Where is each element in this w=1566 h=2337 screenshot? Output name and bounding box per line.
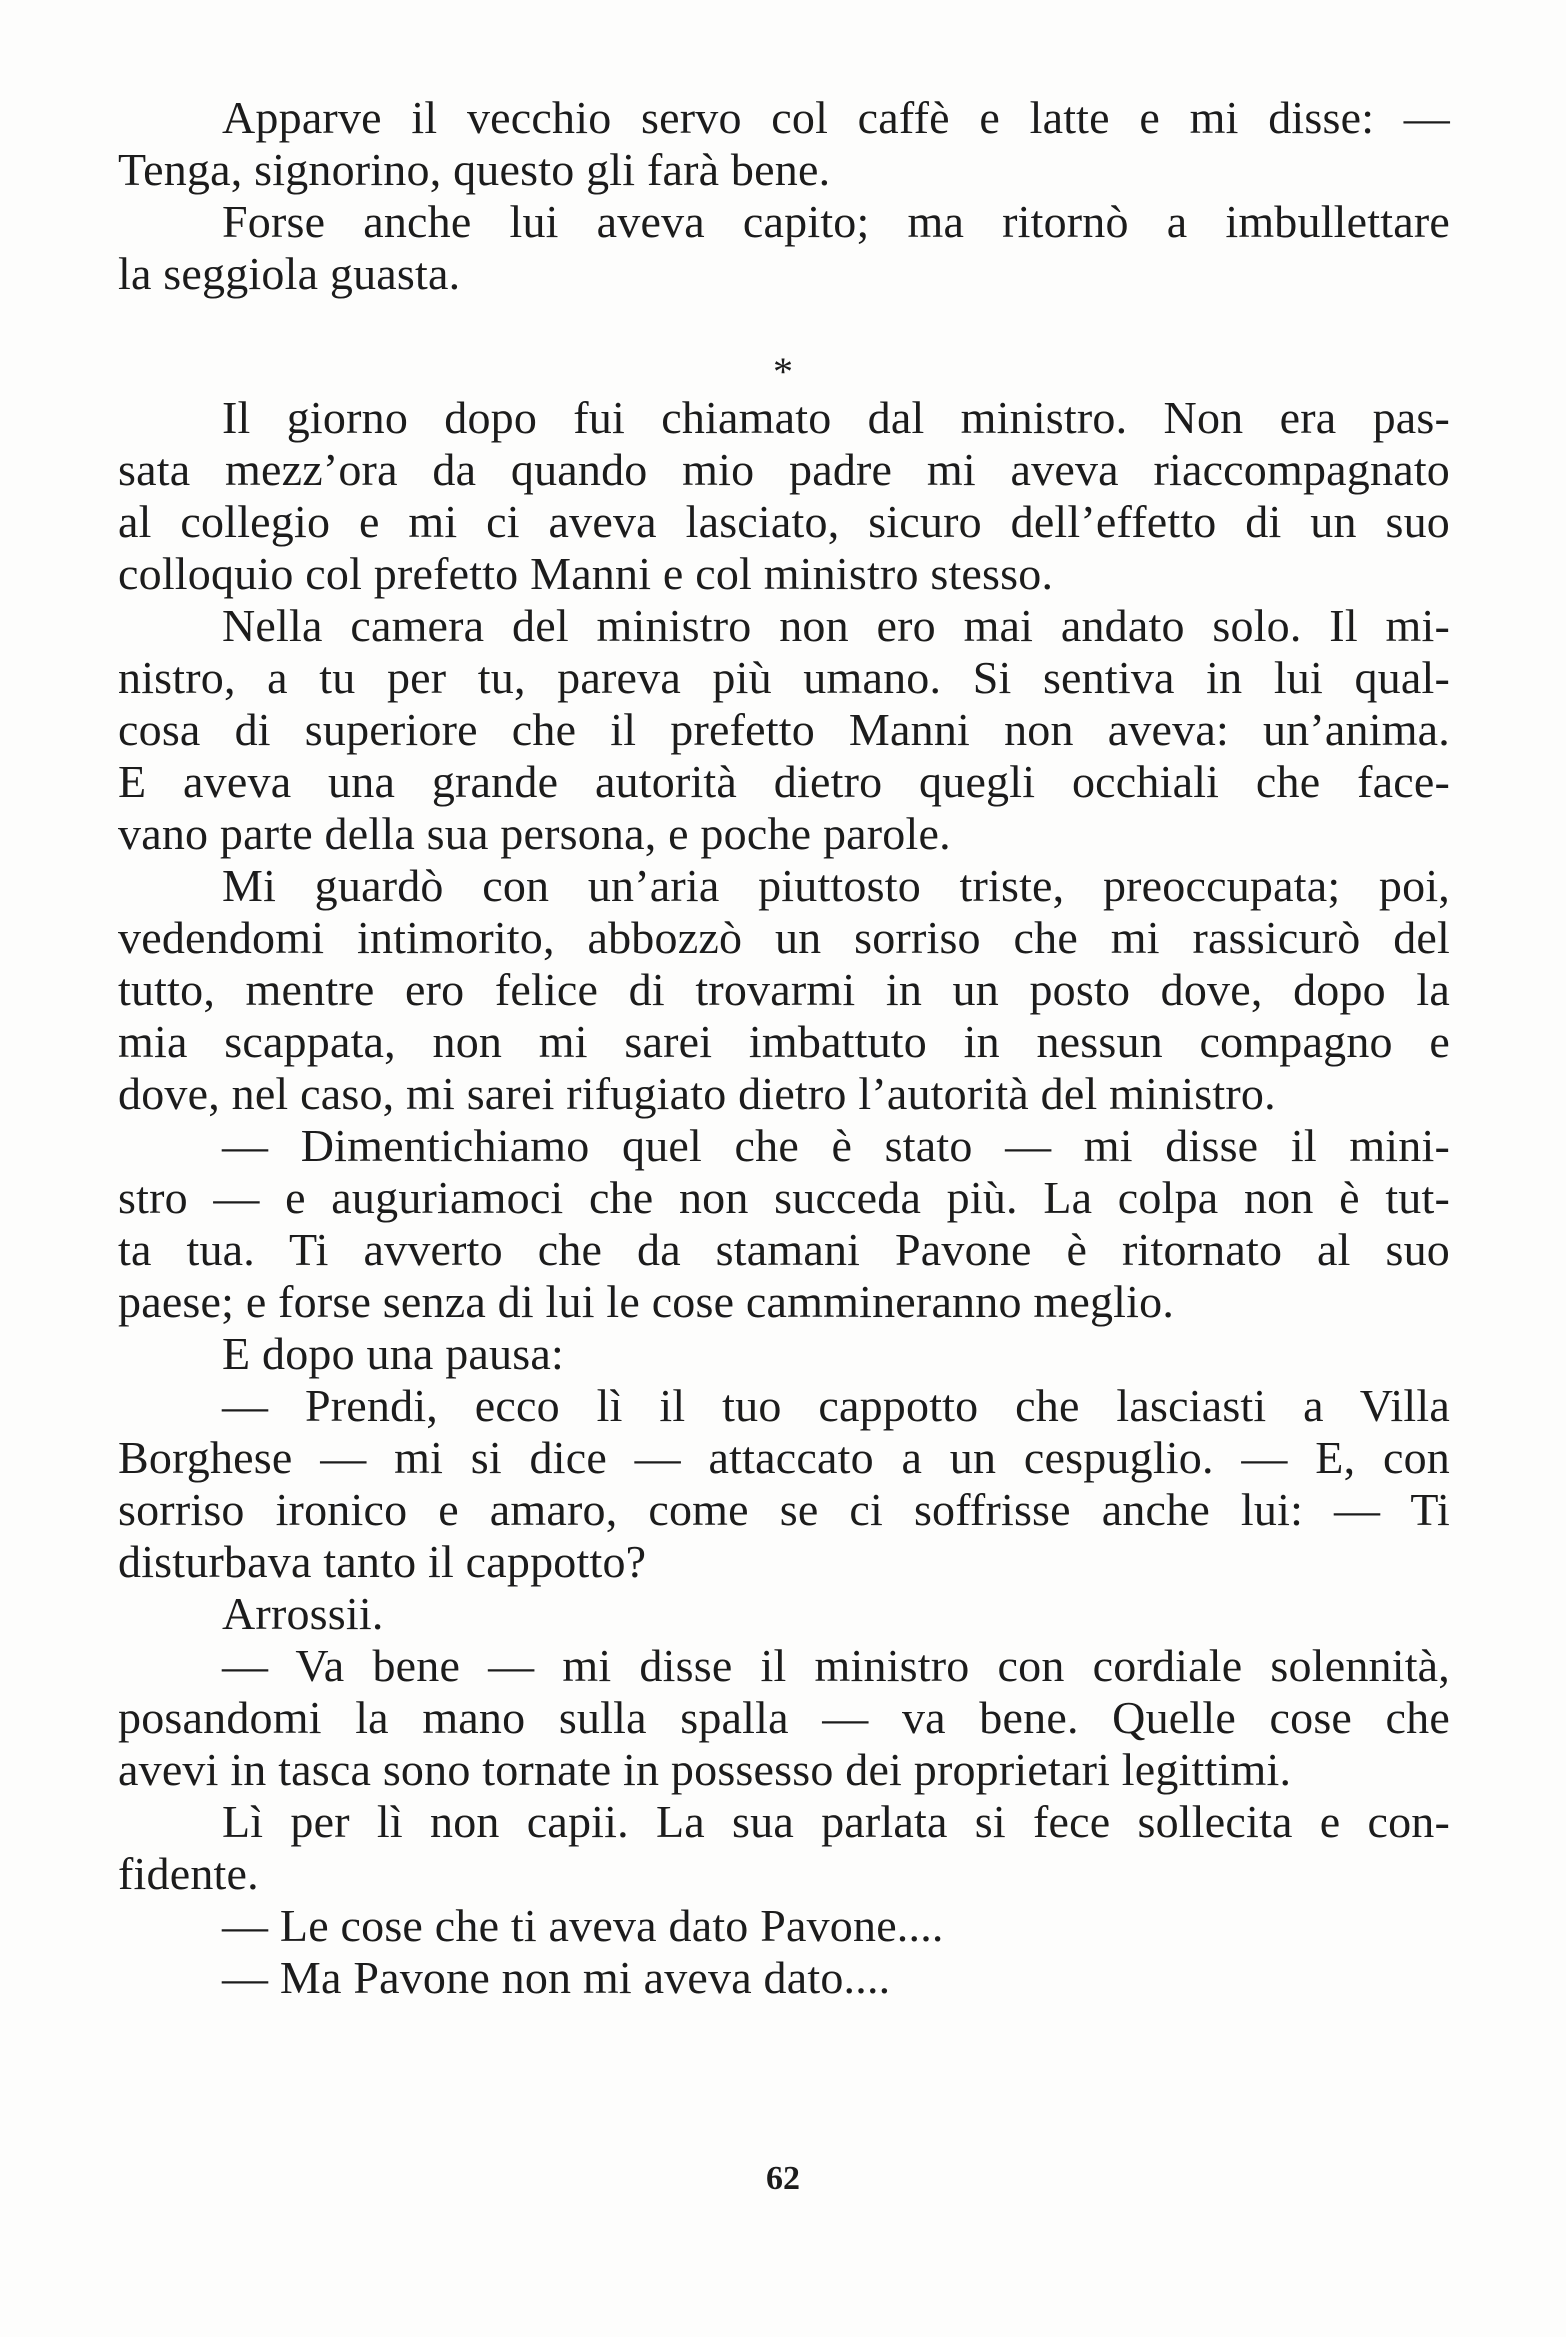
text-line: paese; e forse senza di lui le cose cammineranno meglio. — [118, 1276, 1175, 1327]
text-line: — Ma Pavone non mi aveva dato.... — [222, 1952, 891, 2003]
text-line: Arrossii. — [222, 1588, 384, 1639]
text-line: al collegio e mi ci aveva lasciato, sicuro dell’effetto di un suo — [118, 496, 1450, 547]
text-line: disturbava tanto il cappotto? — [118, 1536, 647, 1587]
text-line: — Prendi, ecco lì il tuo cappotto che lasciasti a Villa — [222, 1380, 1450, 1431]
text-line: — Va bene — mi disse il ministro con cordiale solennità, — [222, 1640, 1450, 1691]
text-line: Apparve il vecchio servo col caffè e latte e mi disse: — — [222, 92, 1450, 143]
text-line: Il giorno dopo fui chiamato dal ministro. Non era pas- — [222, 392, 1450, 443]
text-line: sata mezz’ora da quando mio padre mi aveva riaccompagnato — [118, 444, 1450, 495]
text-line: — Dimentichiamo quel che è stato — mi disse il mini- — [222, 1120, 1450, 1171]
text-line: fidente. — [118, 1848, 259, 1899]
section-separator: * — [773, 349, 793, 394]
text-line: avevi in tasca sono tornate in possesso dei proprietari legittimi. — [118, 1744, 1292, 1795]
text-line: vano parte della sua persona, e poche parole. — [118, 808, 951, 859]
text-line: Nella camera del ministro non ero mai andato solo. Il mi- — [222, 600, 1450, 651]
text-line: E aveva una grande autorità dietro quegli occhiali che face- — [118, 756, 1450, 807]
text-line: Forse anche lui aveva capito; ma ritornò a imbullettare — [222, 196, 1450, 247]
text-line: nistro, a tu per tu, pareva più umano. Si sentiva in lui qual- — [118, 652, 1450, 703]
text-line: E dopo una pausa: — [222, 1328, 564, 1379]
text-line: posandomi la mano sulla spalla — va bene. Quelle cose che — [118, 1692, 1450, 1743]
text-line: ta tua. Ti avverto che da stamani Pavone è ritornato al suo — [118, 1224, 1450, 1275]
text-line: sorriso ironico e amaro, come se ci soffrisse anche lui: — Ti — [118, 1484, 1450, 1535]
text-line: Borghese — mi si dice — attaccato a un cespuglio. — E, con — [118, 1432, 1450, 1483]
text-line: tutto, mentre ero felice di trovarmi in un posto dove, dopo la — [118, 964, 1450, 1015]
text-line: — Le cose che ti aveva dato Pavone.... — [222, 1900, 944, 1951]
text-line: dove, nel caso, mi sarei rifugiato dietro l’autorità del ministro. — [118, 1068, 1276, 1119]
page-number: 62 — [766, 2160, 800, 2197]
text-line: Tenga, signorino, questo gli farà bene. — [118, 144, 831, 195]
text-line: cosa di superiore che il prefetto Manni non aveva: un’anima. — [118, 704, 1450, 755]
text-line: mia scappata, non mi sarei imbattuto in nessun compagno e — [118, 1016, 1450, 1067]
text-line: colloquio col prefetto Manni e col ministro stesso. — [118, 548, 1054, 599]
text-line: stro — e auguriamoci che non succeda più. La colpa non è tut- — [118, 1172, 1450, 1223]
text-line: Lì per lì non capii. La sua parlata si fece sollecita e con- — [222, 1796, 1450, 1847]
text-line: la seggiola guasta. — [118, 248, 461, 299]
text-line: Mi guardò con un’aria piuttosto triste, preoccupata; poi, — [222, 860, 1450, 911]
text-line: vedendomi intimorito, abbozzò un sorriso che mi rassicurò del — [118, 912, 1450, 963]
